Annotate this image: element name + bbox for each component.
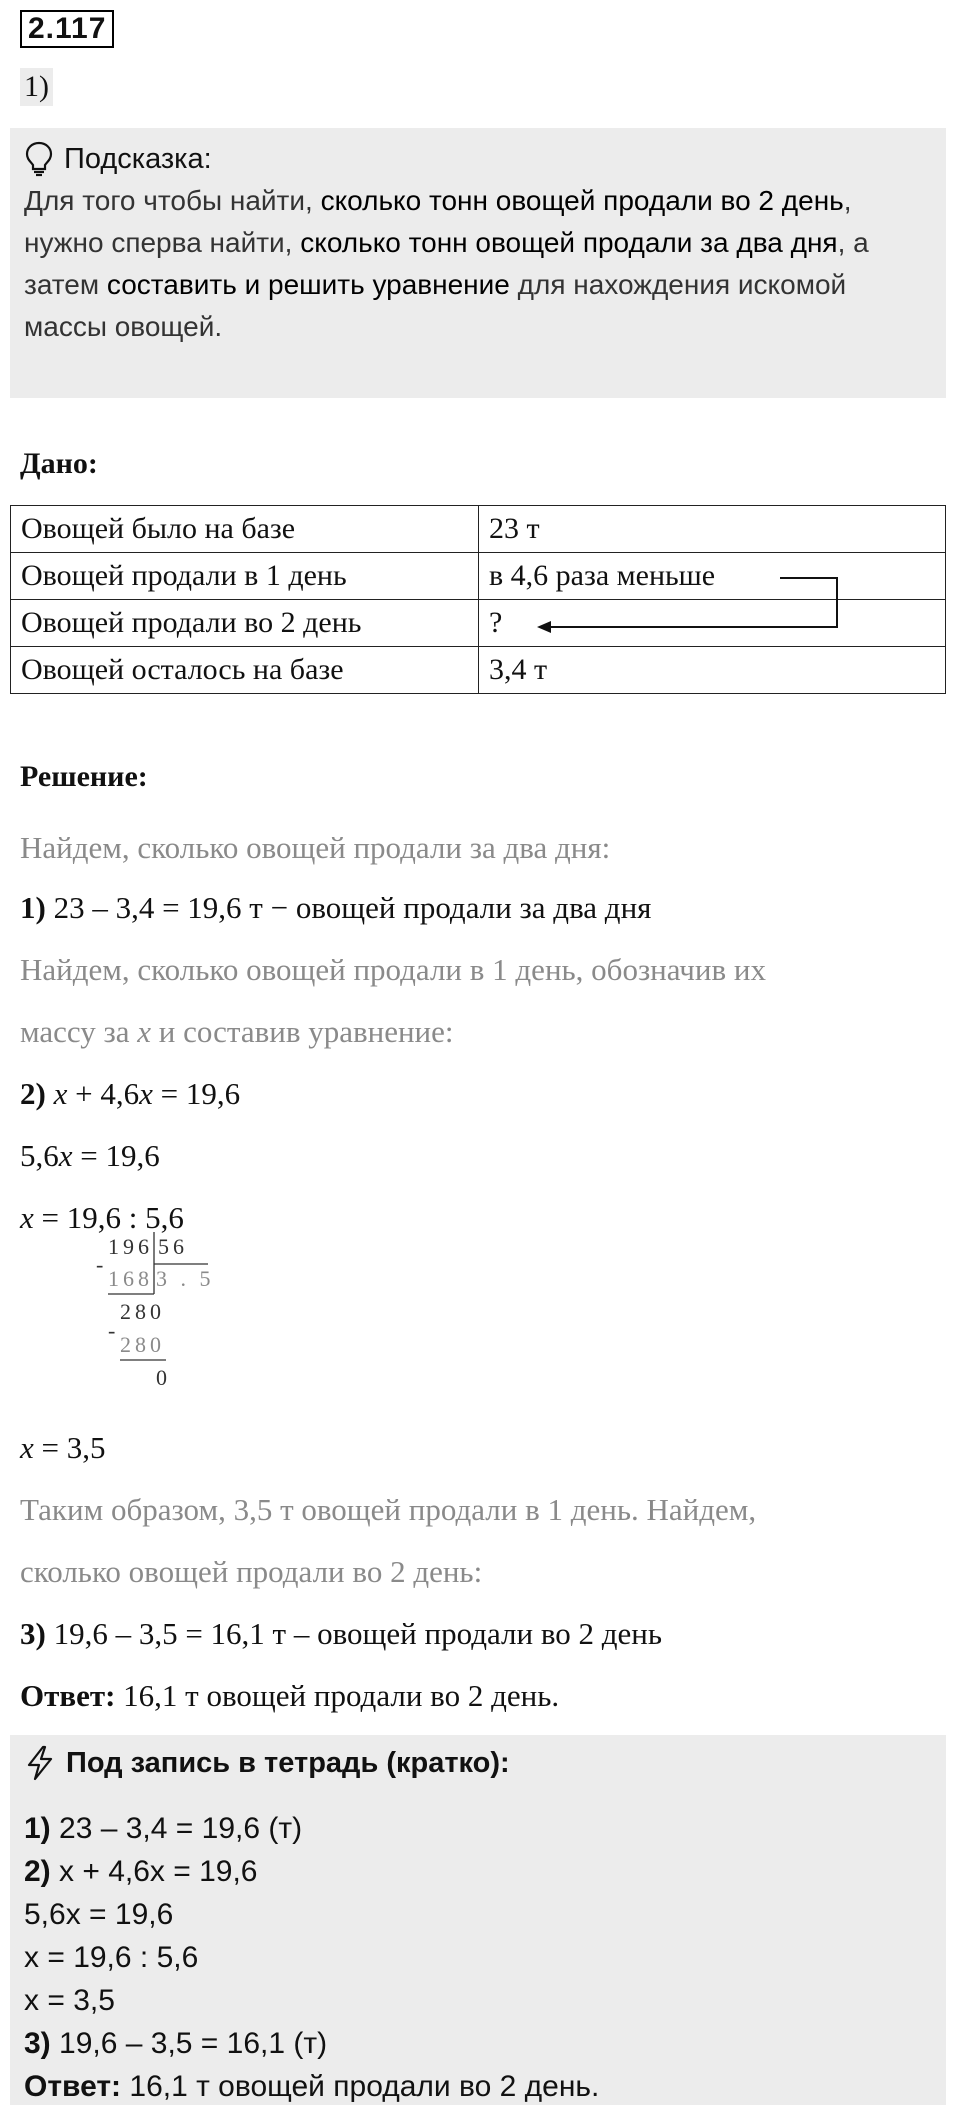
answer-label: Ответ:	[20, 1678, 116, 1713]
note-line: x = 3,5	[24, 1984, 115, 2017]
text-part: массу за	[20, 1014, 138, 1049]
notebook-title-text: Под запись в тетрадь (кратко):	[66, 1746, 510, 1779]
text-part: = 19,6 : 5,6	[33, 1200, 184, 1235]
step-number: 2)	[24, 1855, 51, 1888]
variable: x	[58, 1138, 73, 1173]
division-divisor: 56	[158, 1234, 188, 1259]
lightbulb-icon	[24, 141, 54, 177]
answer-label: Ответ:	[24, 2070, 122, 2103]
note-text: 23 – 3,4 = 19,6 (т)	[50, 1812, 303, 1845]
table-row	[11, 553, 946, 600]
step-number: 1)	[24, 1812, 51, 1845]
hint-text-part: для нахождения искомой массы овощей.	[24, 269, 847, 342]
note-line: x = 19,6 : 5,6	[24, 1941, 199, 1974]
division-remainder: 280	[120, 1299, 165, 1324]
step-number: 3)	[20, 1616, 46, 1651]
solution-line	[20, 1012, 454, 1052]
note-line	[24, 2022, 932, 2065]
hint-text-part: , а затем	[24, 227, 869, 300]
step-1	[20, 888, 651, 928]
given-value: 23 т	[479, 506, 946, 553]
equation-line	[20, 1136, 160, 1176]
note-line	[24, 2065, 932, 2108]
step-number: 3)	[24, 2027, 51, 2060]
division-subtrahend: 168	[108, 1266, 153, 1291]
variable: x	[20, 1200, 34, 1235]
division-lines	[90, 1232, 220, 1402]
solution-line: Найдем, сколько овощей продали в 1 день, обозначив их	[20, 952, 766, 987]
solution-line: Таким образом, 3,5 т овощей продали в 1 день. Найдем,	[20, 1492, 757, 1527]
given-label: Овощей осталось на базе	[11, 647, 479, 694]
notebook-box	[10, 1735, 946, 2105]
hint-text	[24, 180, 932, 348]
given-label: Овощей продали во 2 день	[11, 600, 479, 647]
text-part: = 19,6	[152, 1076, 241, 1111]
hint-emphasis: сколько тонн овощей продали во 2 день	[320, 185, 844, 216]
division-subtrahend: 280	[120, 1332, 165, 1357]
hint-text-part: Для того чтобы найти,	[24, 185, 321, 216]
step-text: 23 – 3,4 = 19,6 т − овощей продали за два дня	[45, 890, 652, 925]
division-minus: -	[108, 1318, 120, 1343]
given-value: 3,4 т	[479, 647, 946, 694]
step-text: 19,6 – 3,5 = 16,1 т – овощей продали во 2 день	[45, 1616, 662, 1651]
table-row	[11, 506, 946, 553]
note-line	[24, 1850, 932, 1893]
given-heading: Дано:	[20, 447, 98, 480]
variable: x	[20, 1430, 34, 1465]
solution-line: сколько овощей продали во 2 день:	[20, 1554, 483, 1589]
table-row	[11, 600, 946, 647]
given-value: в 4,6 раза меньше	[479, 553, 946, 600]
hint-emphasis: сколько тонн овощей продали за два дня	[300, 227, 838, 258]
text-part: = 3,5	[33, 1430, 106, 1465]
note-line: 5,6x = 19,6	[24, 1898, 174, 1931]
variable: x	[53, 1076, 68, 1111]
equation-line	[20, 1428, 106, 1468]
note-text: 16,1 т овощей продали во 2 день.	[121, 2070, 600, 2103]
division-dividend: 196	[108, 1234, 153, 1259]
hint-text-part: , нужно сперва найти,	[24, 185, 852, 258]
part-label: 1)	[20, 68, 53, 106]
division-minus: -	[96, 1252, 108, 1277]
notebook-lines	[24, 1807, 932, 2108]
table-row	[11, 647, 946, 694]
long-division	[90, 1232, 220, 1402]
given-value: ?	[479, 600, 946, 647]
notebook-title	[24, 1745, 932, 1781]
solution-line: Найдем, сколько овощей продали за два дня:	[20, 830, 611, 865]
note-text: 19,6 – 3,5 = 16,1 (т)	[50, 2027, 328, 2060]
hint-box	[10, 128, 946, 398]
step-3	[20, 1614, 662, 1654]
note-text: x + 4,6x = 19,6	[50, 1855, 258, 1888]
hint-title-text: Подсказка:	[64, 143, 212, 175]
lightning-icon	[24, 1745, 56, 1781]
text-part: 5,6	[20, 1138, 59, 1173]
answer-text: 16,1 т овощей продали во 2 день.	[115, 1678, 560, 1713]
task-number: 2.117	[20, 10, 114, 48]
hint-title	[24, 138, 932, 180]
text-part: = 19,6	[72, 1138, 160, 1173]
division-remainder: 0	[156, 1365, 171, 1390]
note-line	[24, 1807, 932, 1850]
variable: x	[137, 1014, 152, 1049]
hint-emphasis: составить и решить уравнение	[106, 269, 510, 300]
step-number: 1)	[20, 890, 46, 925]
step-number: 2)	[20, 1076, 46, 1111]
given-label: Овощей продали в 1 день	[11, 553, 479, 600]
text-part: и составив уравнение:	[151, 1014, 454, 1049]
solution-heading: Решение:	[20, 760, 148, 793]
text-part: + 4,6	[67, 1076, 140, 1111]
division-quotient: 3 . 5	[156, 1266, 215, 1291]
variable: x	[139, 1076, 153, 1111]
answer	[20, 1676, 559, 1716]
given-table	[10, 505, 946, 694]
step-2	[20, 1074, 240, 1114]
given-label: Овощей было на базе	[11, 506, 479, 553]
